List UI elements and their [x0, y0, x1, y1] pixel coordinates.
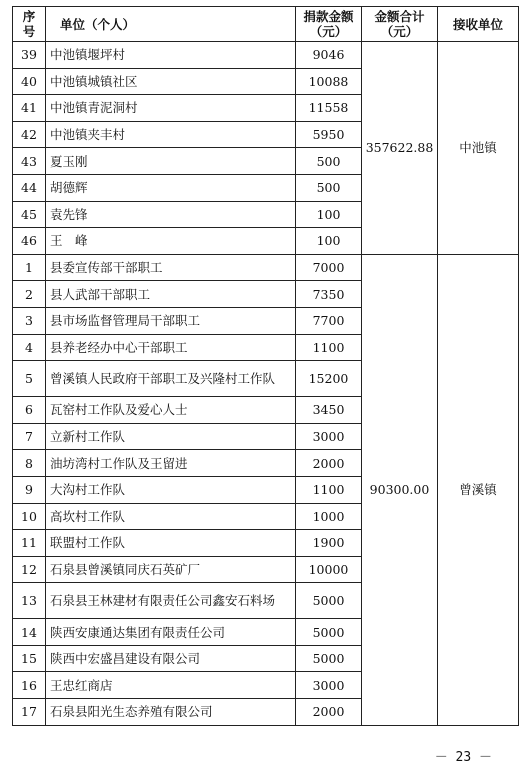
row-amount: 100: [296, 228, 362, 255]
row-seq: 40: [13, 68, 46, 95]
group-receiver: 曾溪镇: [438, 254, 519, 725]
row-seq: 11: [13, 530, 46, 557]
row-unit: 县市场监督管理局干部职工: [46, 307, 296, 334]
row-seq: 17: [13, 699, 46, 726]
row-seq: 3: [13, 307, 46, 334]
row-unit: 瓦窑村工作队及爱心人士: [46, 397, 296, 424]
row-unit: 王 峰: [46, 228, 296, 255]
row-amount: 5000: [296, 583, 362, 619]
row-amount: 3000: [296, 672, 362, 699]
row-unit: 夏玉刚: [46, 148, 296, 175]
row-seq: 13: [13, 583, 46, 619]
page-number: － 23 －: [434, 750, 492, 765]
row-seq: 5: [13, 361, 46, 397]
row-unit: 立新村工作队: [46, 423, 296, 450]
group-total: 357622.88: [362, 42, 438, 255]
row-amount: 15200: [296, 361, 362, 397]
row-unit: 高坎村工作队: [46, 503, 296, 530]
table-row: [13, 254, 519, 281]
row-seq: 43: [13, 148, 46, 175]
row-seq: 45: [13, 201, 46, 228]
row-amount: 7350: [296, 281, 362, 308]
header-unit: 单位（个人）: [46, 7, 296, 42]
row-unit: 县养老经办中心干部职工: [46, 334, 296, 361]
row-unit: 曾溪镇人民政府干部职工及兴隆村工作队: [46, 361, 296, 397]
row-unit: 县人武部干部职工: [46, 281, 296, 308]
row-seq: 10: [13, 503, 46, 530]
row-unit: 中池镇夹丰村: [46, 121, 296, 148]
row-amount: 10000: [296, 556, 362, 583]
row-seq: 15: [13, 645, 46, 672]
row-seq: 14: [13, 619, 46, 646]
row-unit: 陕西安康通达集团有限责任公司: [46, 619, 296, 646]
row-amount: 5950: [296, 121, 362, 148]
row-seq: 7: [13, 423, 46, 450]
row-seq: 46: [13, 228, 46, 255]
row-amount: 1000: [296, 503, 362, 530]
row-unit: 胡德辉: [46, 174, 296, 201]
row-seq: 16: [13, 672, 46, 699]
donation-table: [12, 6, 519, 726]
row-seq: 1: [13, 254, 46, 281]
row-amount: 11558: [296, 95, 362, 122]
row-amount: 3450: [296, 397, 362, 424]
header-seq: 序 号: [13, 7, 46, 42]
group-total: 90300.00: [362, 254, 438, 725]
row-seq: 6: [13, 397, 46, 424]
row-amount: 1100: [296, 334, 362, 361]
row-unit: 陕西中宏盛昌建设有限公司: [46, 645, 296, 672]
row-amount: 5000: [296, 645, 362, 672]
row-seq: 39: [13, 42, 46, 69]
header-amount: 捐款金额 （元）: [296, 7, 362, 42]
row-amount: 7700: [296, 307, 362, 334]
row-unit: 中池镇堰坪村: [46, 42, 296, 69]
row-amount: 500: [296, 148, 362, 175]
row-amount: 7000: [296, 254, 362, 281]
row-seq: 4: [13, 334, 46, 361]
row-amount: 2000: [296, 450, 362, 477]
header-row: [13, 7, 519, 42]
row-seq: 9: [13, 476, 46, 503]
group-receiver: 中池镇: [438, 42, 519, 255]
row-seq: 44: [13, 174, 46, 201]
header-receiver: 接收单位: [438, 7, 519, 42]
row-seq: 41: [13, 95, 46, 122]
row-amount: 500: [296, 174, 362, 201]
row-amount: 1900: [296, 530, 362, 557]
row-seq: 42: [13, 121, 46, 148]
row-amount: 1100: [296, 476, 362, 503]
row-unit: 油坊湾村工作队及王留进: [46, 450, 296, 477]
row-amount: 5000: [296, 619, 362, 646]
row-amount: 9046: [296, 42, 362, 69]
table-body: [13, 42, 519, 726]
row-unit: 石泉县阳光生态养殖有限公司: [46, 699, 296, 726]
row-unit: 石泉县曾溪镇同庆石英矿厂: [46, 556, 296, 583]
header-total: 金额合计 （元）: [362, 7, 438, 42]
row-seq: 8: [13, 450, 46, 477]
row-unit: 石泉县王林建材有限责任公司鑫安石料场: [46, 583, 296, 619]
row-amount: 2000: [296, 699, 362, 726]
row-unit: 县委宣传部干部职工: [46, 254, 296, 281]
row-unit: 袁先锋: [46, 201, 296, 228]
table-row: [13, 42, 519, 69]
row-unit: 联盟村工作队: [46, 530, 296, 557]
row-seq: 12: [13, 556, 46, 583]
row-unit: 中池镇青泥洞村: [46, 95, 296, 122]
row-amount: 100: [296, 201, 362, 228]
row-unit: 中池镇城镇社区: [46, 68, 296, 95]
row-seq: 2: [13, 281, 46, 308]
row-unit: 大沟村工作队: [46, 476, 296, 503]
row-amount: 3000: [296, 423, 362, 450]
row-amount: 10088: [296, 68, 362, 95]
row-unit: 王忠红商店: [46, 672, 296, 699]
